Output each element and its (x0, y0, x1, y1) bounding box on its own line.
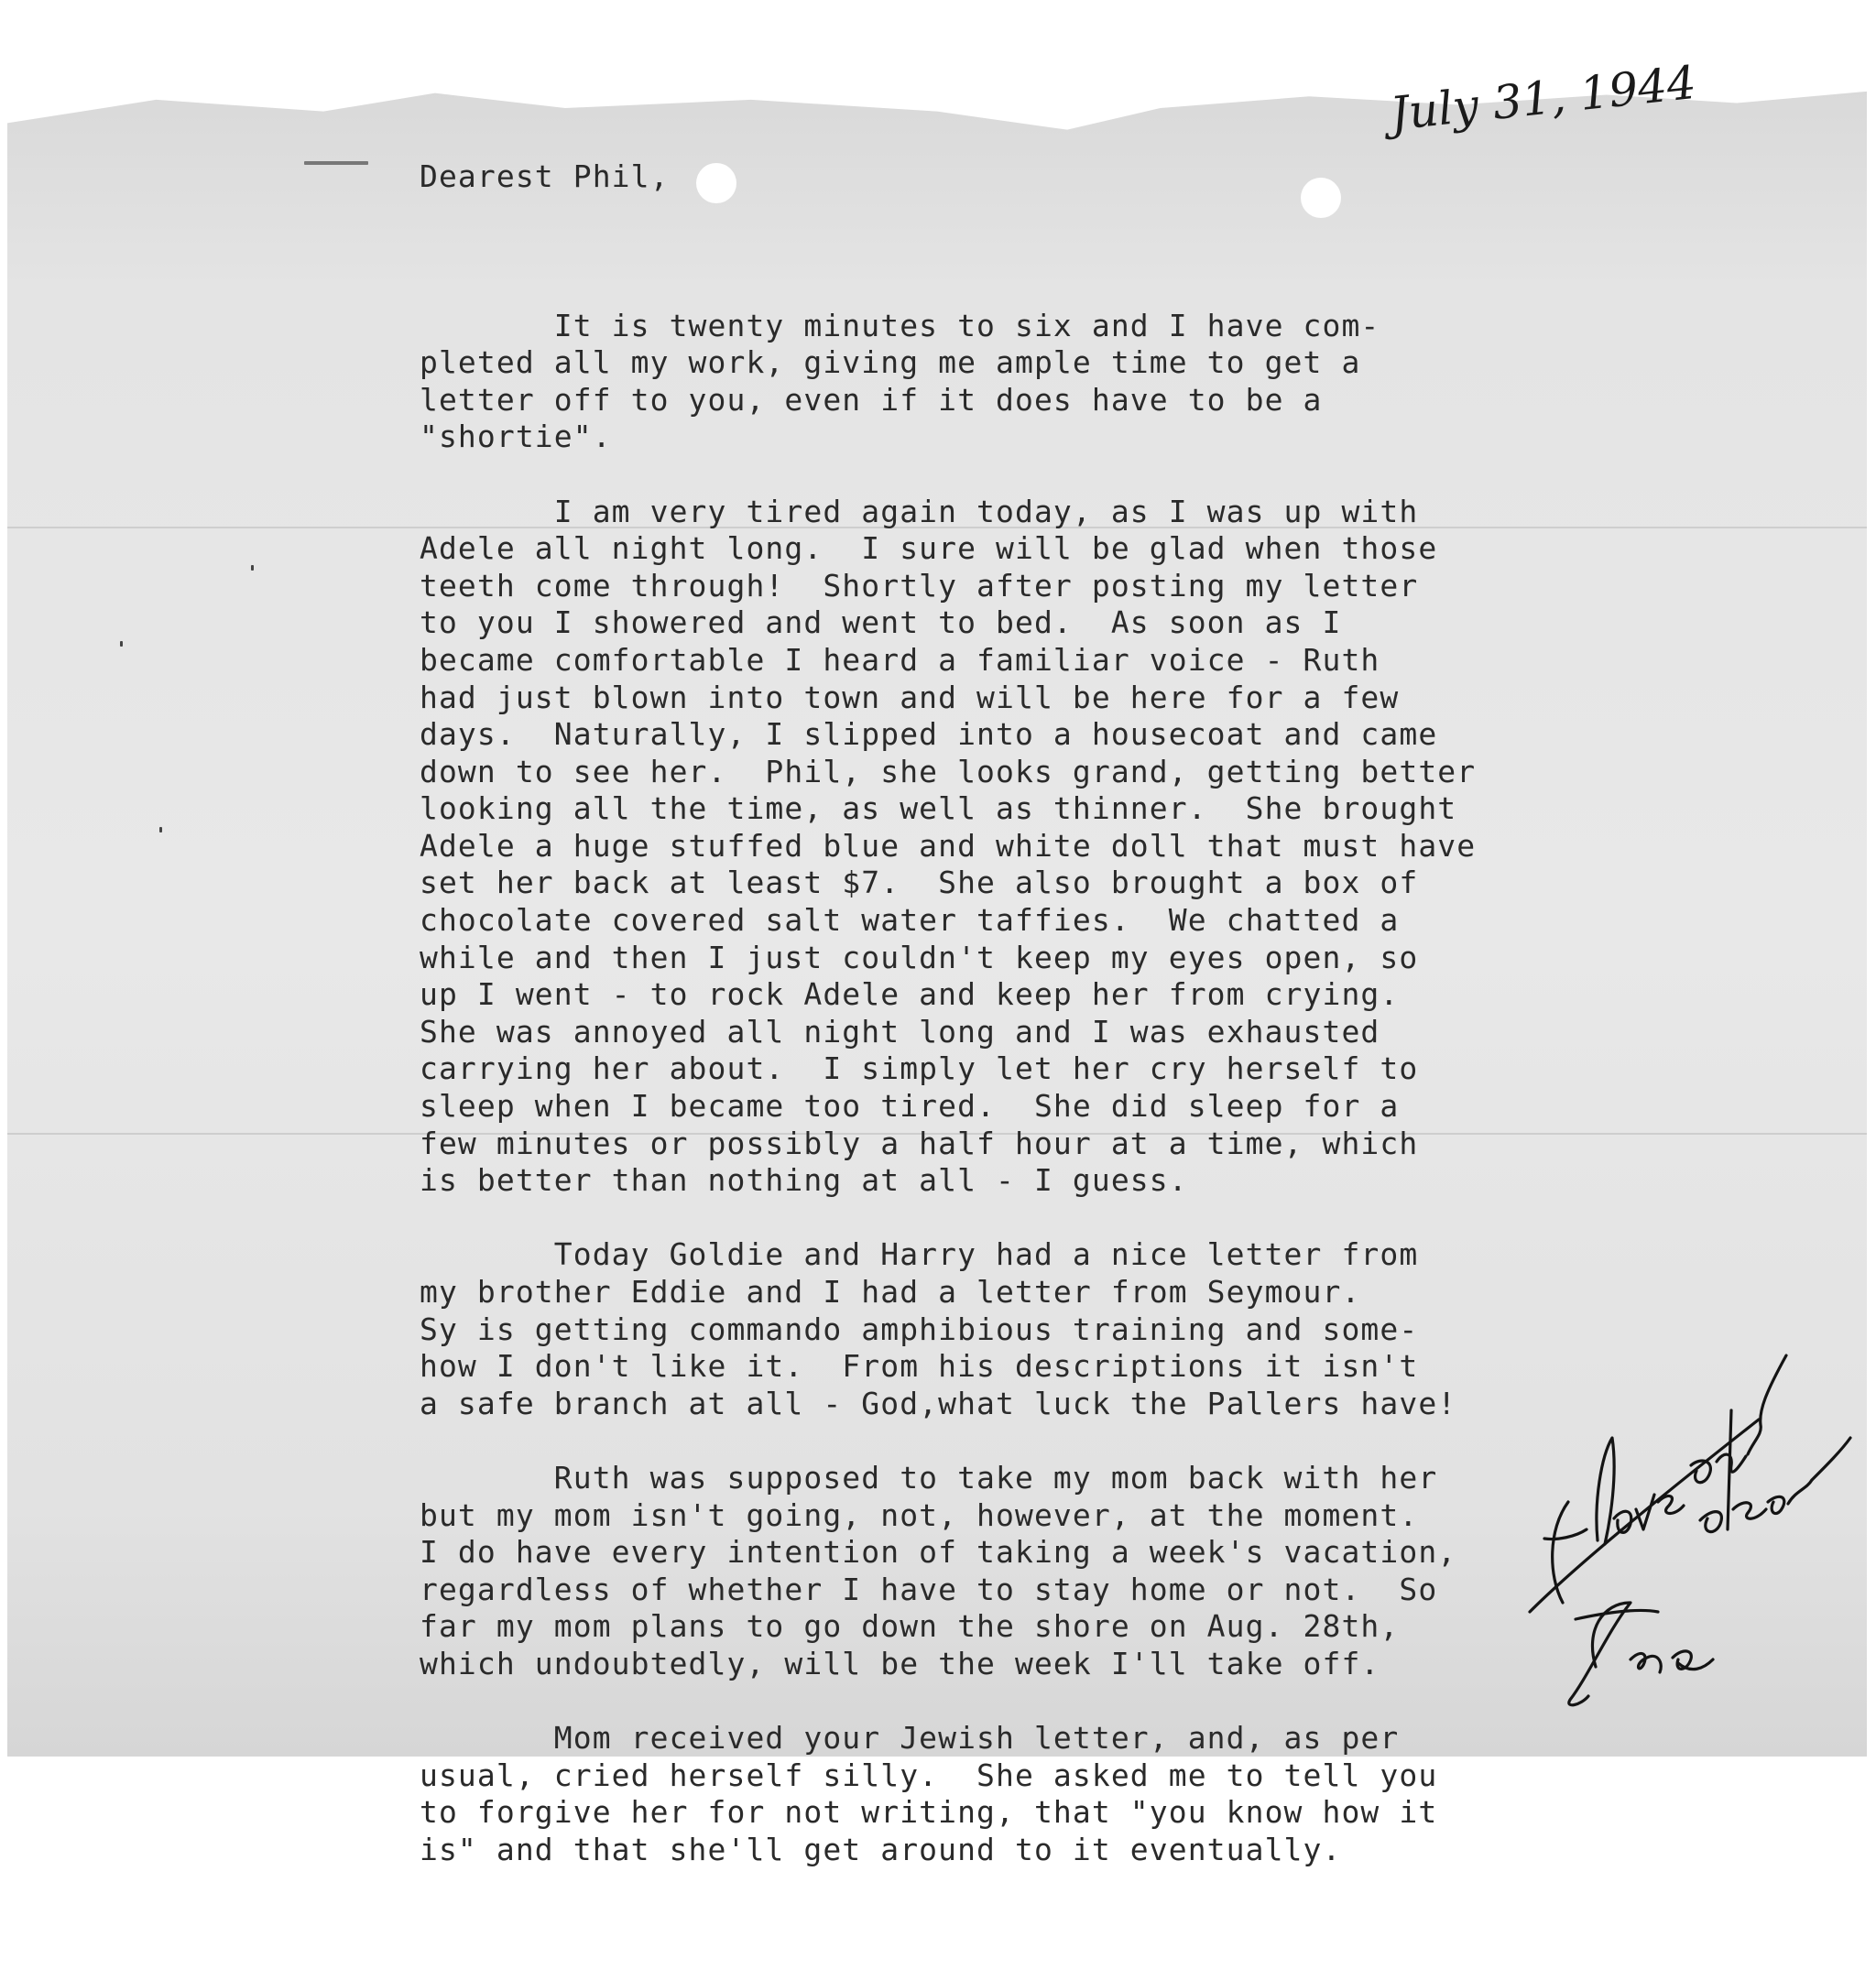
handwritten-signature-note (1521, 1300, 1869, 1722)
letter-line: I am very tired again today, as I was up with (420, 493, 1419, 529)
typed-letter-body (420, 84, 1647, 1980)
letter-line: to forgive her for not writing, that "you know how it (420, 1794, 1438, 1831)
letter-line: pleted all my work, giving me ample time to get a (420, 344, 1361, 381)
letter-line: She was annoyed all night long and I was exhausted (420, 1013, 1380, 1050)
letter-line: I do have every intention of taking a week's vacation, (420, 1534, 1457, 1571)
letter-line: how I don't like it. From his descriptions it isn't (420, 1348, 1419, 1385)
letter-line: letter off to you, even if it does have to be a (420, 381, 1323, 418)
letter-line: up I went - to rock Adele and keep her from crying. (420, 976, 1400, 1013)
handwritten-date: July 31, 1944 (1388, 55, 1699, 141)
letter-line: my brother Eddie and I had a letter from Seymour. (420, 1274, 1361, 1310)
letter-line: Ruth was supposed to take my mom back with her (420, 1459, 1438, 1496)
letter-paragraph (420, 1460, 1647, 1683)
letter-line: Mom received your Jewish letter, and, as per (420, 1720, 1400, 1757)
letter-line: is better than nothing at all - I guess. (420, 1162, 1188, 1199)
letter-line: sleep when I became too tired. She did sleep for a (420, 1088, 1400, 1125)
letter-line: Sy is getting commando amphibious training and some- (420, 1311, 1419, 1347)
letter-line: became comfortable I heard a familiar voice - Ruth (420, 641, 1380, 678)
letter-paragraph (420, 308, 1647, 456)
letter-line: carrying her about. I simply let her cry herself to (420, 1050, 1419, 1087)
letter-line: far my mom plans to go down the shore on Aug. 28th, (420, 1608, 1400, 1645)
letter-line: "shortie". (420, 419, 612, 455)
letter-line: a safe branch at all - God,what luck the Pallers have! (420, 1385, 1457, 1421)
letter-line: regardless of whether I have to stay home or not. So (420, 1571, 1438, 1607)
paper-speck (120, 641, 123, 647)
letter-line: chocolate covered salt water taffies. We chatted a (420, 902, 1400, 939)
letter-line: Adele a huge stuffed blue and white doll that must have (420, 827, 1477, 864)
letter-paragraph (420, 494, 1647, 1200)
letter-paragraph (420, 1236, 1647, 1422)
letter-line: to you I showered and went to bed. As soon as I (420, 604, 1342, 641)
letter-line: Adele all night long. I sure will be glad when those (420, 530, 1438, 567)
letter-line: while and then I just couldn't keep my eyes open, so (420, 939, 1419, 975)
letter-line: had just blown into town and will be here for a few (420, 679, 1400, 715)
letter-paragraphs (420, 308, 1647, 1869)
letter-line: down to see her. Phil, she looks grand, getting better (420, 753, 1477, 789)
letter-line: but my mom isn't going, not, however, at the moment. (420, 1496, 1419, 1533)
paper-mark (304, 161, 368, 165)
paper-speck (159, 827, 162, 832)
letter-line: teeth come through! Shortly after posting my letter (420, 567, 1419, 604)
letter-paragraph (420, 1720, 1647, 1868)
letter-line: set her back at least $7. She also brought a box of (420, 865, 1419, 901)
letter-line: usual, cried herself silly. She asked me to tell you (420, 1757, 1438, 1793)
letter-line: few minutes or possibly a half hour at a time, which (420, 1125, 1419, 1161)
letter-line: It is twenty minutes to six and I have com- (420, 307, 1380, 343)
letter-line: which undoubtedly, will be the week I'll take off. (420, 1645, 1380, 1681)
letter-line: looking all the time, as well as thinner. She brought (420, 790, 1457, 827)
letter-greeting: Dearest Phil, (420, 158, 670, 195)
letter-line: Today Goldie and Harry had a nice letter from (420, 1236, 1419, 1273)
letter-line: is" and that she'll get around to it eventually. (420, 1831, 1342, 1867)
paper-speck (251, 565, 254, 571)
letter-line: days. Naturally, I slipped into a housecoat and came (420, 716, 1438, 753)
